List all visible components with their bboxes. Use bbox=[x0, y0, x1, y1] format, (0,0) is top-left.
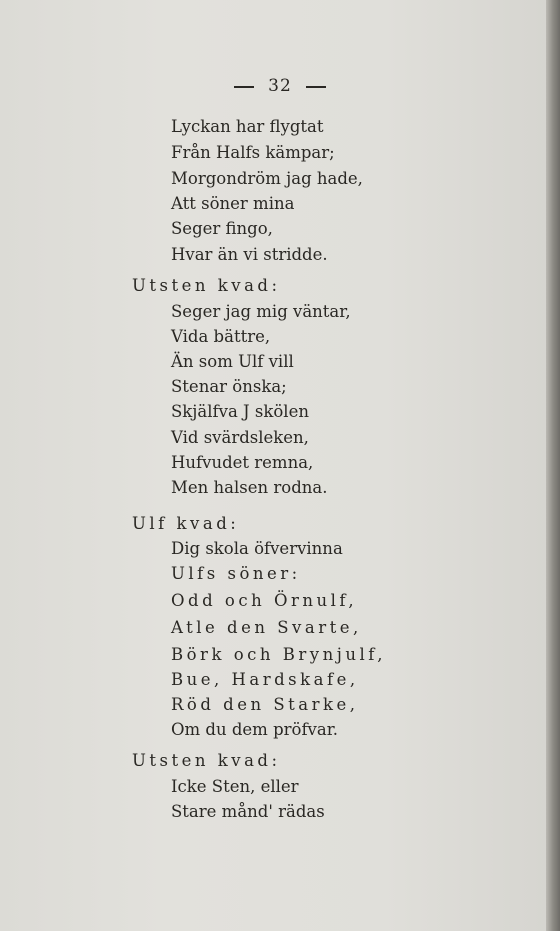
verse-line: Dig skola öfvervinna bbox=[171, 539, 343, 558]
verse-line: Atle den Svarte, bbox=[171, 618, 362, 637]
verse-line: Hvar än vi stridde. bbox=[171, 245, 328, 264]
verse-line: Att söner mina bbox=[171, 194, 295, 213]
verse-line: Stare månd' rädas bbox=[171, 802, 325, 821]
verse-line: Morgondröm jag hade, bbox=[171, 169, 363, 188]
verse-line: Ulfs söner: bbox=[171, 564, 301, 583]
verse-line: Bue, Hardskafe, bbox=[171, 670, 359, 689]
page-number: 32 bbox=[268, 76, 292, 96]
verse-line: Börk och Brynjulf, bbox=[171, 645, 386, 664]
verse-line: Skjälfva J skölen bbox=[171, 402, 309, 421]
header-dash-left bbox=[234, 86, 254, 88]
verse-line: Men halsen rodna. bbox=[171, 478, 328, 497]
verse-line: Vida bättre, bbox=[171, 327, 271, 346]
verse-line: Seger jag mig väntar, bbox=[171, 302, 351, 321]
page-header bbox=[0, 76, 560, 96]
speaker-label: Utsten kvad: bbox=[132, 276, 281, 295]
verse-line: Stenar önska; bbox=[171, 377, 287, 396]
header-dash-right bbox=[306, 86, 326, 88]
verse-line: Från Halfs kämpar; bbox=[171, 143, 335, 162]
verse-line: Seger fingo, bbox=[171, 219, 273, 238]
speaker-label: Ulf kvad: bbox=[132, 514, 240, 533]
verse-line: Hufvudet remna, bbox=[171, 453, 314, 472]
verse-line: Om du dem pröfvar. bbox=[171, 720, 339, 739]
verse-line: Än som Ulf vill bbox=[171, 352, 294, 371]
verse-line: Vid svärdsleken, bbox=[171, 428, 309, 447]
page-gutter bbox=[546, 0, 560, 931]
verse-line: Röd den Starke, bbox=[171, 695, 359, 714]
verse-line: Odd och Örnulf, bbox=[171, 591, 358, 610]
speaker-label: Utsten kvad: bbox=[132, 751, 281, 770]
verse-line: Icke Sten, eller bbox=[171, 777, 299, 796]
verse-line: Lyckan har flygtat bbox=[171, 117, 324, 136]
